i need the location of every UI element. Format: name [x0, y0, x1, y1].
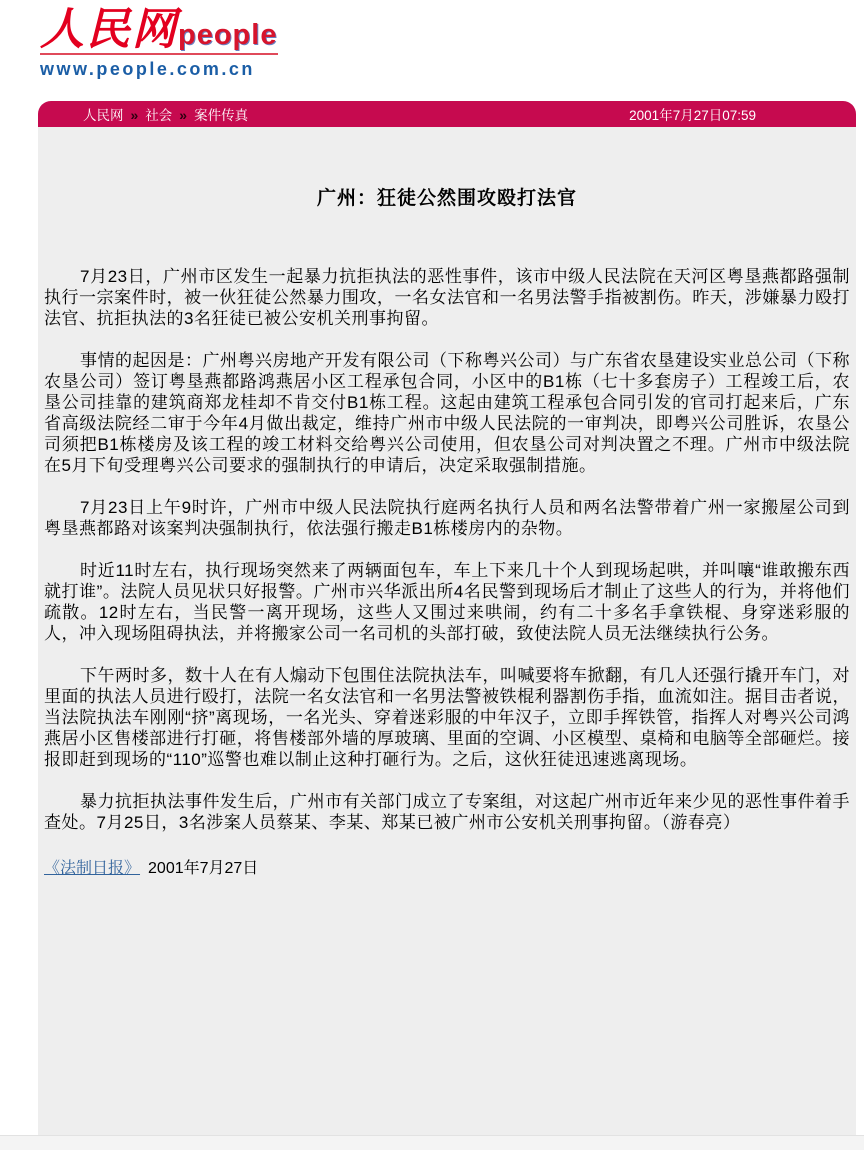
- article-paragraph: 7月23日上午9时许，广州市中级人民法院执行庭两名执行人员和两名法警带着广州一家搬屋公司到粤垦燕都路对该案判决强制执行，依法强行搬走B1栋楼房内的杂物。: [44, 498, 850, 538]
- source-line: [44, 855, 850, 878]
- nav-link-case-fax[interactable]: 案件传真: [194, 108, 249, 123]
- breadcrumb: [83, 104, 248, 124]
- site-header: [0, 0, 864, 101]
- breadcrumb-bar: [38, 101, 856, 127]
- article-paragraph: 7月23日，广州市区发生一起暴力抗拒执法的恶性事件，该市中级人民法院在天河区粤垦燕都路强制执行一宗案件时，被一伙狂徒公然暴力围攻，一名女法官和一名男法警手指被割伤。昨天，涉嫌暴力殴打法官、抗拒执法的3名狂徒已被公安机关刑事拘留。: [44, 267, 850, 328]
- bottom-strip: [0, 1135, 864, 1150]
- logo-en-text: people: [178, 19, 278, 51]
- source-date: 2001年7月27日: [148, 860, 259, 877]
- logo-wordmark: [40, 4, 278, 55]
- article-title: 广州：狂徒公然围攻殴打法官: [316, 188, 577, 209]
- nav-link-society[interactable]: 社会: [145, 108, 173, 123]
- publish-datetime: 2001年7月27日07:59: [629, 108, 756, 123]
- logo-cn-text: 人民网: [40, 4, 178, 55]
- article-paragraph: 事情的起因是：广州粤兴房地产开发有限公司（下称粤兴公司）与广东省农垦建设实业总公司（下称农垦公司）签订粤垦燕都路鸿燕居小区工程承包合同，小区中的B1栋（七十多套房子）工程竣工后，农垦公司挂靠的建筑商郑龙桂却不肯交付B1栋工程。这起由建筑工程承包合同引发的官司打起来后，广东省高级法院经二审于今年4月做出裁定，维持广州市中级人民法院的一审判决，即粤兴公司胜诉，农垦公司须把B1栋楼房及该工程的竣工材料交给粤兴公司使用，但农垦公司对判决置之不理。广州市中级法院在5月下旬受理粤兴公司要求的强制执行的申请后，决定采取强制措施。: [44, 351, 850, 475]
- chevron-separator-icon: »: [130, 107, 139, 123]
- article-paragraph: 下午两时多，数十人在有人煽动下包围住法院执法车，叫喊要将车掀翻，有几人还强行撬开车门，对里面的执法人员进行殴打，法院一名女法官和一名男法警被铁棍利器割伤手指，血流如注。据目击者说，当法院执法车刚刚“挤”离现场，一名光头、穿着迷彩服的中年汉子，立即手挥铁管，指挥人对粤兴公司鸿燕居小区售楼部进行打砸，将售楼部外墙的厚玻璃、里面的空调、小区模型、桌椅和电脑等全部砸烂。接报即赶到现场的“110”巡警也难以制止这种打砸行为。之后，这伙狂徒迅速逃离现场。: [44, 666, 850, 769]
- article-paragraph: 暴力抗拒执法事件发生后，广州市有关部门成立了专案组，对这起广州市近年来少见的恶性事件着手查处。7月25日，3名涉案人员蔡某、李某、郑某已被广州市公安机关刑事拘留。（游春亮）: [44, 792, 850, 832]
- nav-link-people[interactable]: 人民网: [83, 108, 124, 123]
- people-net-logo[interactable]: [40, 4, 864, 80]
- site-url-link[interactable]: www.people.com.cn: [40, 59, 255, 79]
- article-panel: [38, 127, 856, 1135]
- chevron-separator-icon: »: [179, 107, 188, 123]
- source-publication-link[interactable]: 《法制日报》: [44, 860, 141, 877]
- article-paragraph: 时近11时左右，执行现场突然来了两辆面包车，车上下来几十个人到现场起哄，并叫嚷“谁敢搬东西就打谁”。法院人员见状只好报警。广州市兴华派出所4名民警到现场后才制止了这些人的行为，并将他们疏散。12时左右，当民警一离开现场，这些人又围过来哄闹，约有二十多名手拿铁棍、身穿迷彩服的人，冲入现场阻碍执法，并将搬家公司一名司机的头部打破，致使法院人员无法继续执行公务。: [44, 561, 850, 643]
